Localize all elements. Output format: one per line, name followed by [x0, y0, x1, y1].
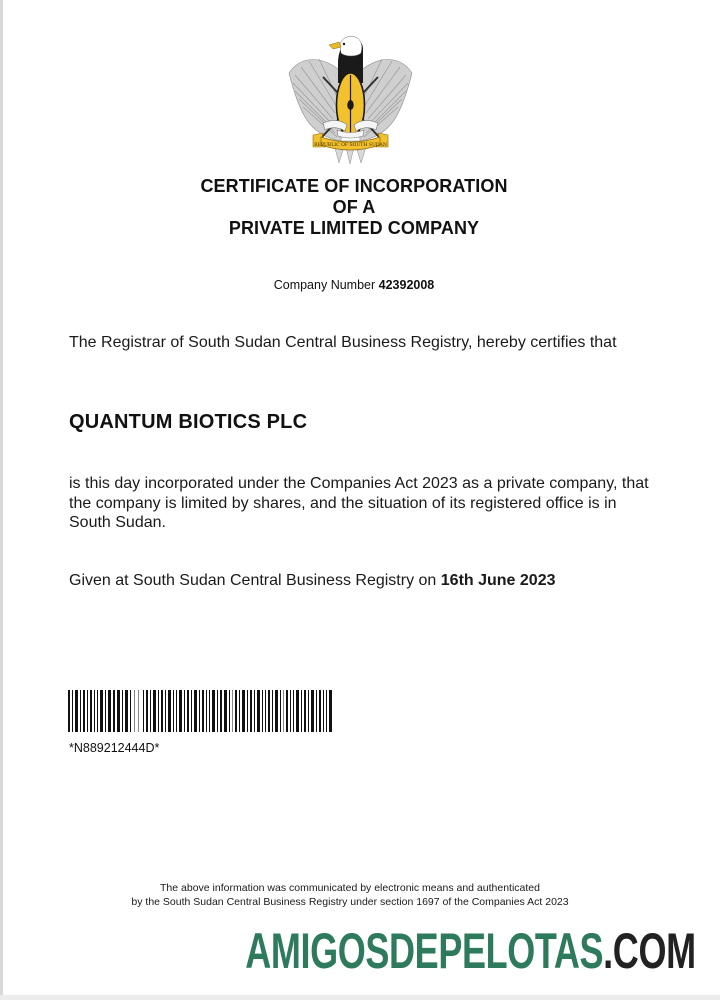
title-line-2: OF A	[332, 197, 376, 217]
given-at-paragraph	[69, 571, 649, 591]
title-line-1: CERTIFICATE OF INCORPORATION	[200, 176, 508, 196]
footer-line-2: by the South Sudan Central Business Registry under section 1697 of the Companies Act 2023	[131, 895, 569, 908]
company-number-label: Company Number	[273, 278, 376, 292]
svg-text:REPUBLIC OF SOUTH SUDAN: REPUBLIC OF SOUTH SUDAN	[314, 143, 387, 148]
company-number-value: 42392008	[378, 278, 435, 292]
certificate-title	[0, 176, 708, 239]
watermark-main: AMIGOSDEPELOTAS	[245, 923, 604, 979]
page-edge-shadow	[0, 0, 3, 995]
page-bottom-edge	[0, 995, 720, 1000]
certifies-paragraph: The Registrar of South Sudan Central Business Registry, hereby certifies that	[69, 334, 617, 351]
authentication-note	[0, 882, 700, 909]
barcode-icon	[68, 690, 332, 732]
footer-line-1: The above information was communicated by electronic means and authenticated	[160, 882, 540, 894]
company-number	[0, 278, 708, 292]
given-at-text: Given at South Sudan Central Business Registry on	[69, 572, 437, 589]
barcode-value: *N889212444D*	[69, 741, 160, 755]
incorporation-paragraph: is this day incorporated under the Companies Act 2023 as a private company, that the company is limited by shares, and the situation of its registered office is in South Sudan.	[69, 475, 649, 531]
coat-of-arms-icon	[283, 33, 418, 165]
company-name: QUANTUM BIOTICS PLC	[69, 411, 308, 433]
watermark-tld: .COM	[603, 923, 696, 979]
incorporation-date: 16th June 2023	[440, 572, 556, 589]
title-line-3: PRIVATE LIMITED COMPANY	[228, 218, 480, 238]
watermark	[245, 923, 696, 979]
